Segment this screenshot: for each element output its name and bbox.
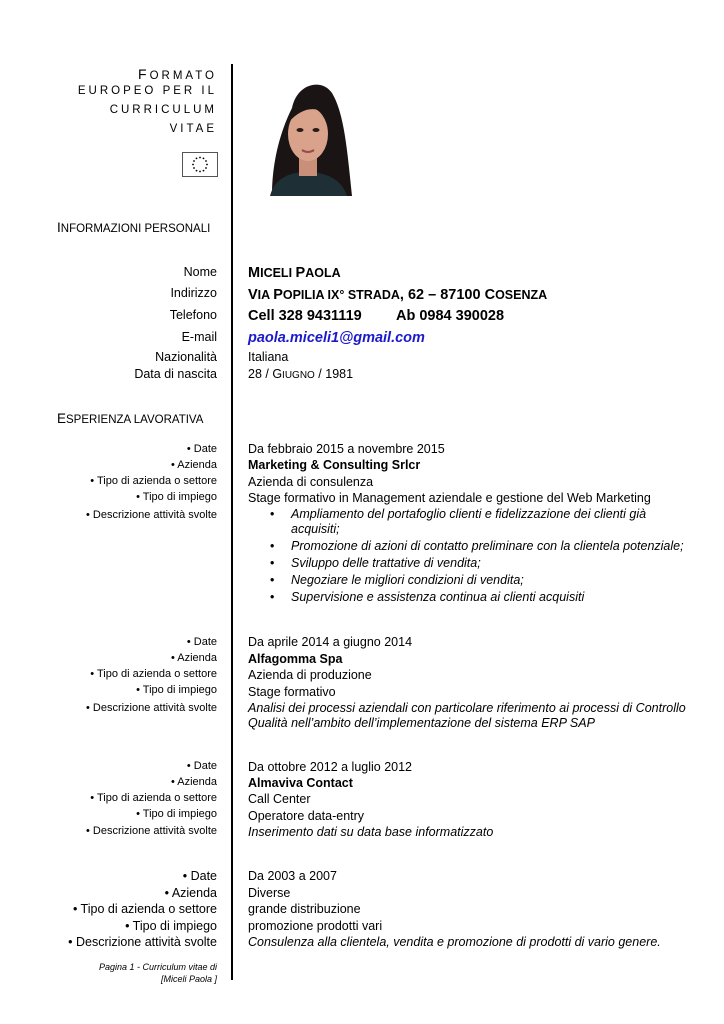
job3-label-description: • Descrizione attività svolte bbox=[85, 825, 217, 837]
label-nationality: Nazionalità bbox=[155, 350, 217, 364]
job3-label-job: • Tipo di impiego bbox=[136, 808, 217, 820]
job2-sector: Azienda di produzione bbox=[248, 668, 372, 682]
list-item: • Ampliamento del portafoglio clienti e fidelizzazione dei clienti già acquisiti; bbox=[270, 507, 647, 536]
value-nationality: Italiana bbox=[248, 350, 289, 364]
job1-label-company: • Azienda bbox=[170, 459, 217, 471]
value-address: VIA POPILIA IX° STRADA, 62 – 87100 COSENZA bbox=[248, 287, 548, 303]
label-birth-date: Data di nascita bbox=[134, 367, 217, 381]
cv-title-line-1: FORMATO bbox=[138, 66, 217, 82]
job2-date: Da aprile 2014 a giugno 2014 bbox=[248, 635, 413, 649]
job1-sector: Azienda di consulenza bbox=[248, 475, 374, 489]
job2-label-sector: • Tipo di azienda o settore bbox=[90, 668, 217, 680]
list-item: • Negoziare le migliori condizioni di vendita; bbox=[270, 573, 524, 587]
job4-label-company: • Azienda bbox=[164, 886, 217, 900]
job1-label-date: • Date bbox=[186, 443, 217, 455]
list-item: • Supervisione e assistenza continua ai clienti acquisiti bbox=[270, 590, 585, 604]
job4-description: Consulenza alla clientela, vendita e promozione di prodotti di vario genere. bbox=[248, 935, 661, 949]
list-item: • Promozione di azioni di contatto preliminare con la clientela potenziale; bbox=[270, 539, 684, 553]
section-personal-info: INFORMAZIONI PERSONALI bbox=[57, 220, 211, 235]
job2-label-job: • Tipo di impiego bbox=[136, 684, 217, 696]
job4-job: promozione prodotti vari bbox=[248, 919, 383, 933]
job4-label-job: • Tipo di impiego bbox=[125, 919, 217, 933]
job4-date: Da 2003 a 2007 bbox=[248, 869, 337, 883]
job1-description-list bbox=[248, 507, 688, 607]
job4-label-sector: • Tipo di azienda o settore bbox=[72, 902, 217, 916]
job4-sector: grande distribuzione bbox=[248, 902, 361, 916]
vertical-divider bbox=[231, 64, 233, 980]
eu-flag-icon bbox=[182, 152, 218, 177]
cv-title-line-3: CURRICULUM bbox=[109, 104, 217, 116]
job2-label-company: • Azienda bbox=[170, 652, 217, 664]
job1-label-job: • Tipo di impiego bbox=[136, 491, 217, 503]
value-birth-date: 28 / GIUGNO / 1981 bbox=[248, 367, 354, 381]
cv-title-line-4: VITAE bbox=[169, 123, 217, 135]
profile-photo bbox=[252, 68, 363, 196]
job2-label-date: • Date bbox=[186, 636, 217, 648]
job2-description: Analisi dei processi aziendali con particolare riferimento ai processi di Controllo Qualità nell’ambito dell’implementazione del sistema ERP SAP bbox=[248, 701, 686, 730]
job1-job: Stage formativo in Management aziendale e gestione del Web Marketing bbox=[248, 491, 651, 505]
job4-company: Diverse bbox=[248, 886, 291, 900]
job3-sector: Call Center bbox=[248, 792, 311, 806]
label-name: Nome bbox=[183, 265, 217, 279]
job3-company: Almaviva Contact bbox=[248, 776, 353, 790]
value-name: MICELI PAOLA bbox=[248, 265, 341, 281]
label-email: E-mail bbox=[181, 330, 217, 344]
job1-date: Da febbraio 2015 a novembre 2015 bbox=[248, 442, 445, 456]
job2-job: Stage formativo bbox=[248, 685, 336, 699]
footer-line-1: Pagina 1 - Curriculum vitae di bbox=[98, 962, 217, 972]
footer-line-2: [Miceli Paola ] bbox=[160, 974, 217, 984]
job3-description: Inserimento dati su data base informatizzato bbox=[248, 825, 494, 839]
value-email-link[interactable]: paola.miceli1@gmail.com bbox=[248, 330, 425, 346]
list-item: • Sviluppo delle trattative di vendita; bbox=[270, 556, 481, 570]
job4-label-date: • Date bbox=[182, 869, 217, 883]
cv-title-line-2: EUROPEO PER IL bbox=[77, 85, 217, 97]
job1-label-description: • Descrizione attività svolte bbox=[85, 509, 217, 521]
job4-label-description: • Descrizione attività svolte bbox=[68, 935, 217, 949]
label-address: Indirizzo bbox=[170, 286, 217, 300]
value-phone-home: Ab 0984 390028 bbox=[396, 308, 505, 324]
job3-label-company: • Azienda bbox=[170, 776, 217, 788]
job3-job: Operatore data-entry bbox=[248, 809, 365, 823]
job1-company: Marketing & Consulting Srlcr bbox=[248, 458, 421, 472]
job2-company: Alfagomma Spa bbox=[248, 652, 343, 666]
job2-label-description: • Descrizione attività svolte bbox=[85, 702, 217, 714]
job1-label-sector: • Tipo di azienda o settore bbox=[90, 475, 217, 487]
job3-label-date: • Date bbox=[186, 760, 217, 772]
label-phone: Telefono bbox=[169, 308, 217, 322]
job3-label-sector: • Tipo di azienda o settore bbox=[90, 792, 217, 804]
section-work-experience: ESPERIENZA LAVORATIVA bbox=[57, 411, 204, 426]
value-phone-cell: Cell 328 9431119 bbox=[248, 308, 362, 324]
page-footer bbox=[99, 961, 217, 985]
job3-date: Da ottobre 2012 a luglio 2012 bbox=[248, 760, 413, 774]
